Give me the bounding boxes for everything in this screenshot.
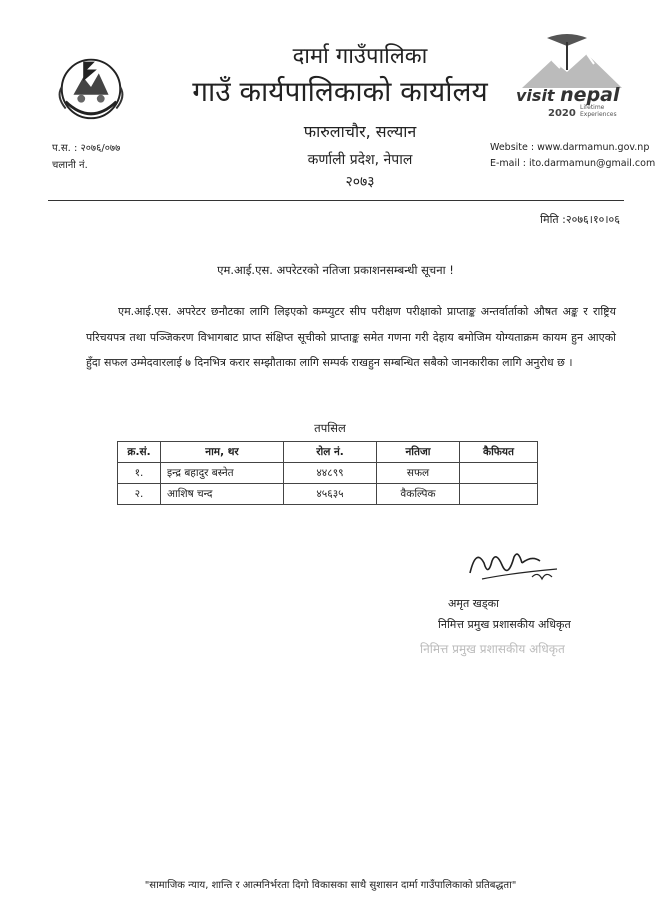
signer-name: अमृत खड्का bbox=[448, 597, 499, 610]
cell-result: वैकल्पिक bbox=[377, 484, 460, 505]
logo-nepal-text: nepal bbox=[560, 84, 620, 106]
signer-block bbox=[438, 593, 571, 635]
office-address-line: फारुलाचौर, सल्यान bbox=[303, 122, 417, 141]
cell-name: आशिष चन्द bbox=[161, 484, 284, 505]
logo-tagline bbox=[580, 104, 617, 118]
email-text: E-mail : ito.darmamun@gmail.com bbox=[490, 158, 656, 169]
col-header-result: नतिजा bbox=[377, 442, 460, 463]
nepal-government-emblem-icon bbox=[52, 48, 130, 126]
logo-visit-text: visit bbox=[516, 86, 555, 105]
col-header-remarks: कैफियत bbox=[460, 442, 538, 463]
table-row bbox=[118, 463, 538, 484]
cell-roll: ४४८९९ bbox=[284, 463, 377, 484]
cell-sn: १. bbox=[118, 463, 161, 484]
established-year: २०७३ bbox=[345, 174, 375, 190]
signer-title: निमित्त प्रमुख प्रशासकीय अधिकृत bbox=[438, 618, 571, 631]
col-header-name: नाम, थर bbox=[161, 442, 284, 463]
cell-sn: २. bbox=[118, 484, 161, 505]
patra-sankhya: प.स. : २०७६/०७७ bbox=[52, 143, 121, 154]
chalani-number: चलानी नं. bbox=[52, 160, 88, 171]
cell-name: इन्द्र बहादुर बस्नेत bbox=[161, 463, 284, 484]
cell-remarks bbox=[460, 484, 538, 505]
logo-year: 2020 bbox=[548, 108, 576, 119]
official-stamp: निमित्त प्रमुख प्रशासकीय अधिकृत bbox=[420, 642, 565, 656]
col-header-sn: क्र.सं. bbox=[118, 442, 161, 463]
letter-date: मिति :२०७६।१०।०६ bbox=[540, 213, 620, 226]
col-header-roll: रोल नं. bbox=[284, 442, 377, 463]
website-text: Website : www.darmamun.gov.np bbox=[490, 142, 650, 153]
cell-result: सफल bbox=[377, 463, 460, 484]
results-table bbox=[117, 441, 538, 505]
visit-nepal-mountain-icon bbox=[512, 30, 632, 90]
notice-paragraph: एम.आई.एस. अपरेटर छनौटका लागि लिइएको कम्प्युटर सीप परीक्षण परीक्षाको प्राप्ताङ्क अन्तर्वार्ताको औषत अङ्क र राष्ट्रिय परिचयपत्र तथा पञ्जिकरण विभागबाट प्राप्त संक्षिप्त सूचीको प्राप्ताङ्क समेत गणना गरी देहाय बमोजिम योग्यताक्रम कायम हुन आएको हुँदा सफल उम्मेदवारलाई ७ दिनभित्र करार सम्झौताका लागि सम्पर्क राखहुन सम्बन्धित सबैको जानकारीका लागि अनुरोध छ । bbox=[86, 305, 616, 369]
handwritten-signature bbox=[462, 543, 572, 588]
notice-subject: एम.आई.एस. अपरेटरको नतिजा प्रकाशनसम्बन्धी सूचना ! bbox=[217, 263, 454, 277]
table-row bbox=[118, 484, 538, 505]
contact-block bbox=[490, 140, 655, 172]
footer-motto: "सामाजिक न्याय, शान्ति र आत्मनिर्भरता दिगो विकासका साथै सुशासन दार्मा गाउँपालिकाको प्रतिबद्धता" bbox=[144, 880, 517, 891]
office-name-line2: गाउँ कार्यपालिकाको कार्यालय bbox=[192, 75, 488, 108]
logo-tagline-2: Experiences bbox=[580, 111, 617, 118]
table-header-row bbox=[118, 442, 538, 463]
visit-nepal-2020-logo bbox=[512, 30, 632, 125]
province-line: कर्णाली प्रदेश, नेपाल bbox=[307, 152, 413, 168]
cell-remarks bbox=[460, 463, 538, 484]
table-title: तपसिल bbox=[314, 421, 346, 435]
header-divider bbox=[48, 200, 624, 201]
office-name-line1: दार्मा गाउँपालिका bbox=[292, 44, 428, 69]
reference-block bbox=[52, 140, 120, 174]
cell-roll: ४५६३५ bbox=[284, 484, 377, 505]
logo-tagline-1: Lifetime bbox=[580, 104, 605, 111]
notice-body bbox=[86, 299, 616, 376]
